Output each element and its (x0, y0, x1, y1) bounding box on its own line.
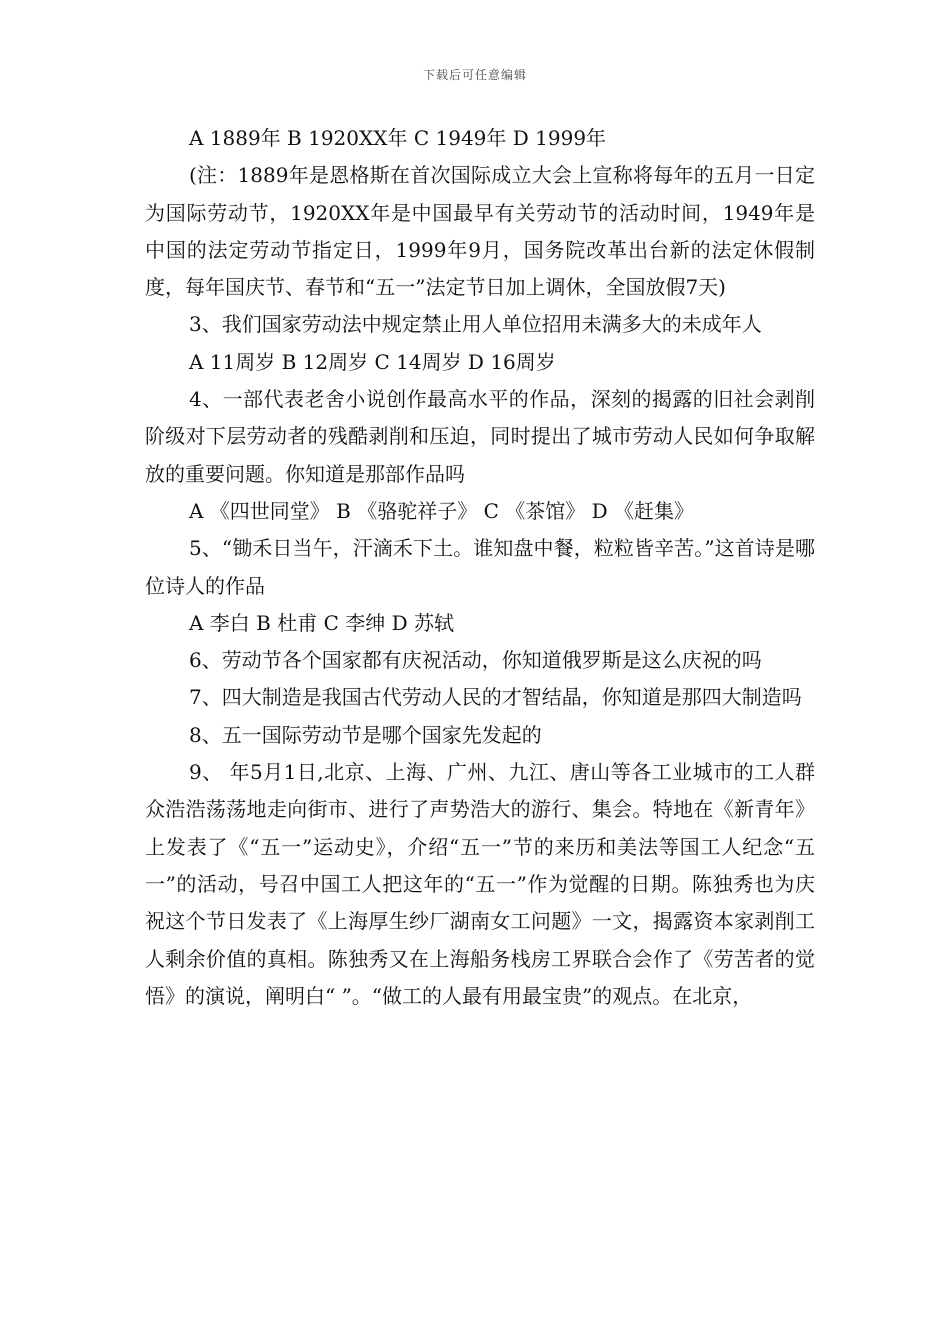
paragraph-q4: 4、一部代表老舍小说创作最高水平的作品，深刻的揭露的旧社会剥削阶级对下层劳动者的残酷剥削和压迫，同时提出了城市劳动人民如何争取解放的重要问题。你知道是那部作品吗 (145, 387, 815, 486)
paragraph-q7: 7、四大制造是我国古代劳动人民的才智结晶，你知道是那四大制造吗 (189, 685, 802, 710)
paragraph-q5-options: A 李白 B 杜甫 C 李绅 D 苏轼 (189, 610, 454, 635)
document-body (145, 120, 815, 1015)
paragraph-q4-options: A 《四世同堂》 B 《骆驼祥子》 C 《茶馆》 D 《赶集》 (189, 498, 694, 523)
paragraph-q6: 6、劳动节各个国家都有庆祝活动，你知道俄罗斯是这么庆祝的吗 (189, 648, 762, 673)
paragraph-q3: 3、我们国家劳动法中规定禁止用人单位招用未满多大的未成年人 (189, 312, 762, 337)
paragraph-q2-options: A 1889年 B 1920XX年 C 1949年 D 1999年 (189, 126, 607, 150)
page-header: 下载后可任意编辑 (422, 68, 527, 82)
paragraph-q8: 8、五一国际劳动节是哪个国家先发起的 (189, 722, 542, 747)
paragraph-q2-note: (注：1889年是恩格斯在首次国际成立大会上宣称将每年的五月一日定为国际劳动节，1920XX年是中国最早有关劳动节的活动时间，1949年是中国的法定劳动节指定日，1999年9月，国务院改革出台新的法定休假制度，每年国庆节、春节和“五一”法定节日加上调休，全国放假7天) (145, 163, 815, 300)
paragraph-q5: 5、“锄禾日当午，汗滴禾下土。谁知盘中餐，粒粒皆辛苦。”这首诗是哪位诗人的作品 (145, 536, 815, 598)
paragraph-q3-options: A 11周岁 B 12周岁 C 14周岁 D 16周岁 (189, 349, 556, 374)
paragraph-q9: 9、 年5月1日,北京、上海、广州、九江、唐山等各工业城市的工人群众浩浩荡荡地走向街市、进行了声势浩大的游行、集会。特地在《新青年》上发表了《“五一”运动史》，介绍“五一”节的来历和美法等国工人纪念“五一”的活动，号召中国工人把这年的“五一”作为觉醒的日期。陈独秀也为庆祝这个节日发表了《上海厚生纱厂湖南女工问题》一文，揭露资本家剥削工人剩余价值的真相。陈独秀又在上海船务栈房工界联合会作了《劳苦者的觉悟》的演说，阐明白“ ”。“做工的人最有用最宝贵”的观点。在北京， (145, 760, 815, 1008)
